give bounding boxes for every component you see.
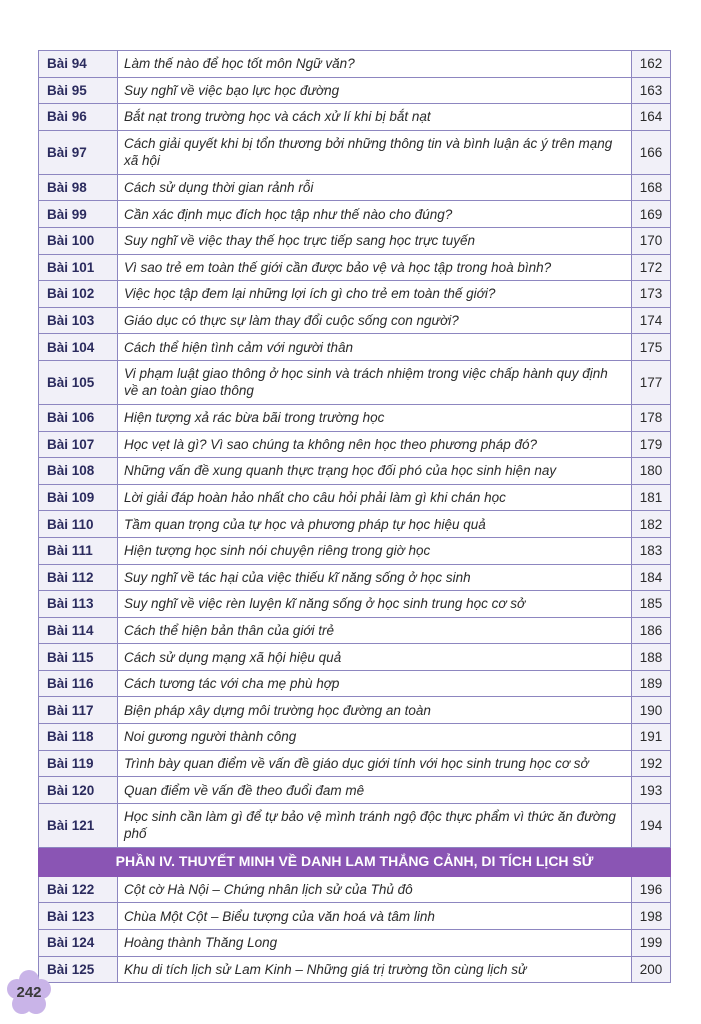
toc-row (39, 254, 671, 281)
lesson-number: Bài 121 (39, 803, 118, 847)
lesson-title: Cách giải quyết khi bị tổn thương bởi những thông tin và bình luận ác ý trên mạng xã hội (118, 130, 632, 174)
lesson-title: Cách thể hiện bản thân của giới trẻ (118, 617, 632, 644)
page-ref: 175 (632, 334, 671, 361)
lesson-number: Bài 95 (39, 77, 118, 104)
toc-row (39, 458, 671, 485)
page-ref: 181 (632, 484, 671, 511)
page-ref: 173 (632, 281, 671, 308)
lesson-title: Những vấn đề xung quanh thực trạng học đối phó của học sinh hiện nay (118, 458, 632, 485)
lesson-title: Trình bày quan điểm về vấn đề giáo dục giới tính với học sinh trung học cơ sở (118, 750, 632, 777)
page-ref: 170 (632, 227, 671, 254)
lesson-title: Suy nghĩ về việc thay thế học trực tiếp sang học trực tuyến (118, 227, 632, 254)
section-header-row (39, 847, 671, 876)
page-ref: 183 (632, 537, 671, 564)
lesson-title: Vi phạm luật giao thông ở học sinh và trách nhiệm trong việc chấp hành quy định về an toàn giao thông (118, 360, 632, 404)
lesson-title: Cách tương tác với cha mẹ phù hợp (118, 670, 632, 697)
lesson-number: Bài 102 (39, 281, 118, 308)
section-title: PHẦN IV. THUYẾT MINH VỀ DANH LAM THẮNG CẢNH, DI TÍCH LỊCH SỬ (39, 847, 671, 876)
page-ref: 177 (632, 360, 671, 404)
lesson-number: Bài 116 (39, 670, 118, 697)
lesson-title: Học vẹt là gì? Vì sao chúng ta không nên học theo phương pháp đó? (118, 431, 632, 458)
page-ref: 200 (632, 956, 671, 983)
page-ref: 191 (632, 724, 671, 751)
lesson-title: Suy nghĩ về tác hại của việc thiếu kĩ năng sống ở học sinh (118, 564, 632, 591)
toc-row (39, 334, 671, 361)
toc-row (39, 77, 671, 104)
lesson-number: Bài 123 (39, 903, 118, 930)
page-ref: 179 (632, 431, 671, 458)
lesson-title: Việc học tập đem lại những lợi ích gì cho trẻ em toàn thế giới? (118, 281, 632, 308)
toc-row (39, 51, 671, 78)
page-ref: 162 (632, 51, 671, 78)
lesson-title: Chùa Một Cột – Biểu tượng của văn hoá và tâm linh (118, 903, 632, 930)
toc-row (39, 930, 671, 957)
page-ref: 193 (632, 777, 671, 804)
lesson-title: Suy nghĩ về việc bạo lực học đường (118, 77, 632, 104)
page-ref: 169 (632, 201, 671, 228)
lesson-number: Bài 104 (39, 334, 118, 361)
lesson-number: Bài 107 (39, 431, 118, 458)
lesson-title: Hiện tượng học sinh nói chuyện riêng trong giờ học (118, 537, 632, 564)
page-ref: 199 (632, 930, 671, 957)
toc-row (39, 750, 671, 777)
lesson-number: Bài 100 (39, 227, 118, 254)
lesson-number: Bài 97 (39, 130, 118, 174)
toc-row (39, 484, 671, 511)
lesson-number: Bài 98 (39, 174, 118, 201)
lesson-title: Tầm quan trọng của tự học và phương pháp tự học hiệu quả (118, 511, 632, 538)
page-number: 242 (16, 984, 42, 1001)
lesson-title: Làm thế nào để học tốt môn Ngữ văn? (118, 51, 632, 78)
page-ref: 192 (632, 750, 671, 777)
lesson-number: Bài 105 (39, 360, 118, 404)
toc-row (39, 803, 671, 847)
page-ref: 185 (632, 591, 671, 618)
lesson-number: Bài 101 (39, 254, 118, 281)
toc-row (39, 777, 671, 804)
page-ref: 190 (632, 697, 671, 724)
lesson-title: Cần xác định mục đích học tập như thế nào cho đúng? (118, 201, 632, 228)
page-ref: 189 (632, 670, 671, 697)
lesson-number: Bài 122 (39, 876, 118, 903)
toc-row (39, 956, 671, 983)
toc-row (39, 724, 671, 751)
lesson-title: Học sinh cần làm gì để tự bảo vệ mình tránh ngộ độc thực phẩm vì thức ăn đường phố (118, 803, 632, 847)
toc-row (39, 431, 671, 458)
toc-row (39, 511, 671, 538)
toc-row (39, 876, 671, 903)
lesson-number: Bài 117 (39, 697, 118, 724)
table-of-contents (38, 50, 671, 983)
lesson-number: Bài 118 (39, 724, 118, 751)
page-ref: 196 (632, 876, 671, 903)
page-ref: 198 (632, 903, 671, 930)
lesson-number: Bài 113 (39, 591, 118, 618)
lesson-title: Cách thể hiện tình cảm với người thân (118, 334, 632, 361)
toc-row (39, 644, 671, 671)
lesson-title: Khu di tích lịch sử Lam Kinh – Những giá trị trường tồn cùng lịch sử (118, 956, 632, 983)
toc-row (39, 174, 671, 201)
toc-row (39, 307, 671, 334)
lesson-number: Bài 111 (39, 537, 118, 564)
page-ref: 188 (632, 644, 671, 671)
page-ref: 164 (632, 104, 671, 131)
toc-row (39, 591, 671, 618)
toc-row (39, 564, 671, 591)
page-ref: 168 (632, 174, 671, 201)
page-ref: 174 (632, 307, 671, 334)
page-ref: 172 (632, 254, 671, 281)
lesson-title: Lời giải đáp hoàn hảo nhất cho câu hỏi phải làm gì khi chán học (118, 484, 632, 511)
page-ref: 163 (632, 77, 671, 104)
lesson-title: Cách sử dụng mạng xã hội hiệu quả (118, 644, 632, 671)
lesson-number: Bài 110 (39, 511, 118, 538)
page-ref: 184 (632, 564, 671, 591)
toc-row (39, 201, 671, 228)
lesson-number: Bài 94 (39, 51, 118, 78)
toc-row (39, 697, 671, 724)
lesson-number: Bài 103 (39, 307, 118, 334)
lesson-title: Biện pháp xây dựng môi trường học đường an toàn (118, 697, 632, 724)
page-ref: 178 (632, 404, 671, 431)
toc-row (39, 404, 671, 431)
lesson-number: Bài 119 (39, 750, 118, 777)
lesson-number: Bài 115 (39, 644, 118, 671)
lesson-title: Hoàng thành Thăng Long (118, 930, 632, 957)
toc-row (39, 130, 671, 174)
lesson-number: Bài 99 (39, 201, 118, 228)
lesson-number: Bài 108 (39, 458, 118, 485)
toc-row (39, 537, 671, 564)
lesson-title: Vì sao trẻ em toàn thế giới cần được bảo vệ và học tập trong hoà bình? (118, 254, 632, 281)
lesson-title: Cách sử dụng thời gian rảnh rỗi (118, 174, 632, 201)
toc-row (39, 104, 671, 131)
toc-row (39, 360, 671, 404)
toc-row (39, 227, 671, 254)
lesson-number: Bài 120 (39, 777, 118, 804)
toc-row (39, 903, 671, 930)
lesson-title: Quan điểm về vấn đề theo đuổi đam mê (118, 777, 632, 804)
page-number-badge (6, 970, 52, 1016)
lesson-number: Bài 96 (39, 104, 118, 131)
lesson-title: Hiện tượng xả rác bừa bãi trong trường học (118, 404, 632, 431)
page-ref: 166 (632, 130, 671, 174)
page-ref: 186 (632, 617, 671, 644)
page-ref: 182 (632, 511, 671, 538)
lesson-number: Bài 109 (39, 484, 118, 511)
lesson-title: Suy nghĩ về việc rèn luyện kĩ năng sống ở học sinh trung học cơ sở (118, 591, 632, 618)
toc-row (39, 670, 671, 697)
lesson-title: Noi gương người thành công (118, 724, 632, 751)
page-ref: 194 (632, 803, 671, 847)
page-ref: 180 (632, 458, 671, 485)
lesson-number: Bài 125 (39, 956, 118, 983)
lesson-number: Bài 106 (39, 404, 118, 431)
lesson-number: Bài 124 (39, 930, 118, 957)
toc-row (39, 617, 671, 644)
toc-row (39, 281, 671, 308)
lesson-number: Bài 112 (39, 564, 118, 591)
lesson-title: Bắt nạt trong trường học và cách xử lí khi bị bắt nạt (118, 104, 632, 131)
lesson-title: Giáo dục có thực sự làm thay đổi cuộc sống con người? (118, 307, 632, 334)
lesson-title: Cột cờ Hà Nội – Chứng nhân lịch sử của Thủ đô (118, 876, 632, 903)
lesson-number: Bài 114 (39, 617, 118, 644)
